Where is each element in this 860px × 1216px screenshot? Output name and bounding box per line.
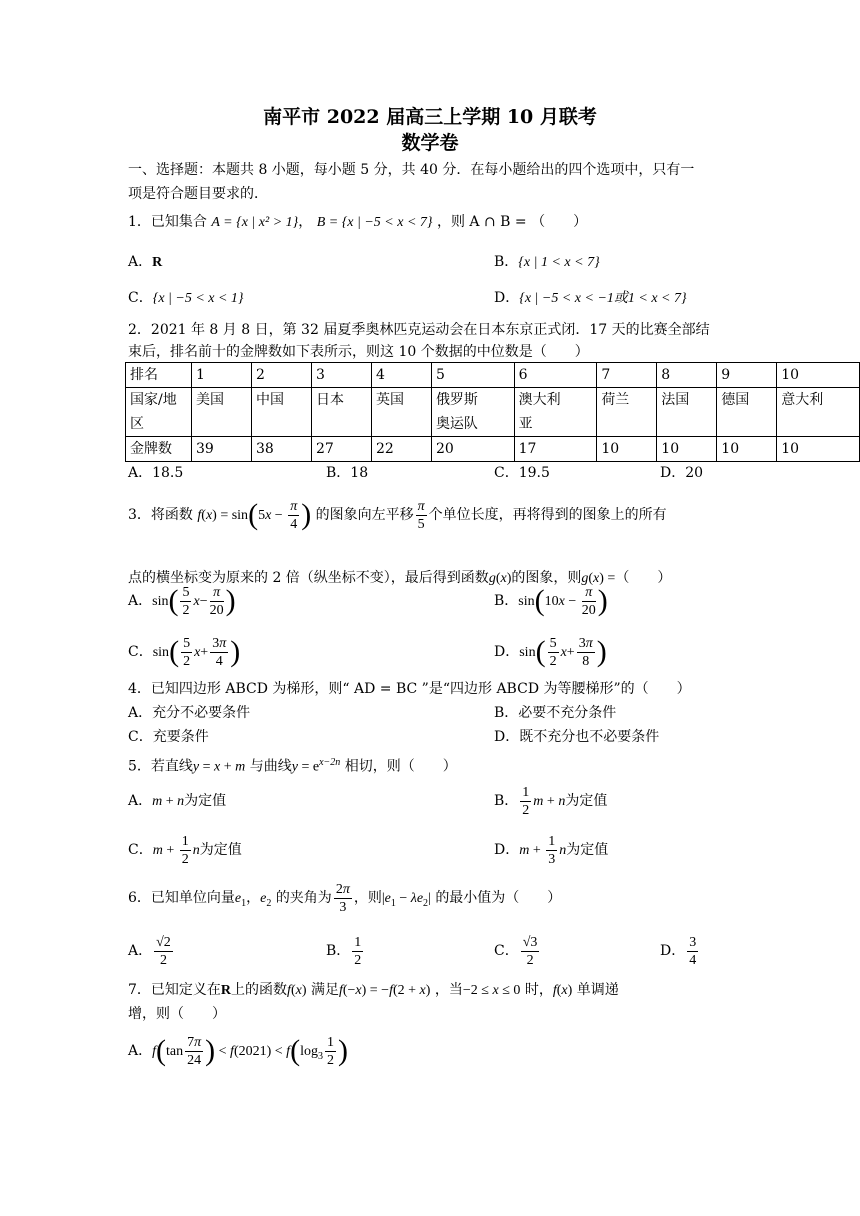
q6-option-d: D． $\frac{3}{4}$ [660,934,697,968]
q4-option-d: D．既不充分也不必要条件 [494,729,660,745]
q5-option-d: D．m + $\frac{1}{3}$ n为定值 [494,833,609,867]
q1-stem: 1．已知集合 A = {x | x² > 1}， B = {x | −5 < x < 7} ，则 A ∩ B = （ ） [128,214,588,230]
medal-table-cell: 10 [657,437,717,462]
q6-stem: 6．已知单位向量$e_1$，$e_2$ 的夹角为 $\frac{2\pi}{3}$ ，则$|e_1 - \lambda e_2|$ 的最小值为（ ） [128,881,562,915]
q7-stem-line2: 增，则（ ） [128,1006,226,1022]
medal-table-cell: 区 [126,412,192,437]
medal-table-cell: 4 [371,363,431,388]
medal-table-cell: 1 [192,363,252,388]
medal-table [125,362,860,462]
q3-stem-line1: 3．将函数 f(x) = sin(5x − $\frac{\pi}{4}$ ) 的图象向左平移 $\frac{\pi}{5}$ 个单位长度，再将得到的图象上的所有 [128,498,667,532]
exam-subtitle: 数学卷 [401,132,459,154]
medal-table-cell: 8 [657,363,717,388]
q2-option-b: B．18 [326,465,369,481]
q3-stem-line2: 点的横坐标变为原来的 2 倍（纵坐标不变），最后得到函数g(x)的图象，则g(x) =（ ） [128,570,672,586]
q1-ask: ，则 A ∩ B = （ ） [436,214,588,230]
medal-table-cell: 10 [597,437,657,462]
q1-option-a: A．R [128,254,163,270]
medal-table-cell: 20 [431,437,514,462]
medal-table-cell: 7 [597,363,657,388]
medal-table-cell: 澳大利 [514,388,597,413]
medal-table-country-row-cont [126,412,860,437]
q6-option-b: B． $\frac{1}{2}$ [326,934,362,968]
q1-prefix: 1．已知集合 [128,214,207,230]
medal-table-cell: 美国 [192,388,252,413]
q4-option-b: B．必要不充分条件 [494,705,617,721]
medal-table-country-row [126,388,860,413]
q5-stem: 5．若直线y = x + m 与曲线$y = e^{x-2n}$ 相切，则（ ） [128,757,457,775]
q4-option-a: A．充分不必要条件 [128,705,251,721]
medal-table-gold-row [126,437,860,462]
exam-title: 南平市 2022 届高三上学期 10 月联考 [263,106,597,128]
medal-table-cell: 俄罗斯 [431,388,514,413]
q2-option-a: A．18.5 [128,465,184,481]
q5-option-b: B． $\frac{1}{2}$ m + n为定值 [494,784,608,818]
medal-table-cell: 法国 [657,388,717,413]
medal-table-rank-row [126,363,860,388]
medal-table-cell: 27 [311,437,371,462]
medal-table-cell: 金牌数 [126,437,192,462]
q3-option-d: D．sin( $\frac{5}{2}$ x+ $\frac{3\pi}{8}$ ) [494,635,607,669]
medal-table-cell: 国家/地 [126,388,192,413]
medal-table-cell: 38 [251,437,311,462]
q2-option-d: D．20 [660,465,704,481]
medal-table-cell [597,412,657,437]
medal-table-cell [371,412,431,437]
q2-option-c: C．19.5 [494,465,550,481]
q5-option-c: C．m + $\frac{1}{2}$ n为定值 [128,833,242,867]
medal-table-cell: 中国 [251,388,311,413]
medal-table-cell: 39 [192,437,252,462]
medal-table-cell: 亚 [514,412,597,437]
medal-table-cell: 荷兰 [597,388,657,413]
medal-table-cell [657,412,717,437]
medal-table-cell: 英国 [371,388,431,413]
q5-option-a: A．m + n为定值 [128,793,227,809]
medal-table-cell: 奥运队 [431,412,514,437]
medal-table-cell: 德国 [717,388,777,413]
medal-table-cell [192,412,252,437]
q1-option-b: B．{x | 1 < x < 7} [494,254,600,270]
medal-table-cell: 10 [777,437,860,462]
medal-table-cell: 日本 [311,388,371,413]
q6-option-c: C． $\frac{√3}{2}$ [494,934,538,968]
medal-table-cell: 2 [251,363,311,388]
medal-table-cell: 9 [717,363,777,388]
q4-stem: 4．已知四边形 ABCD 为梯形，则“ AD = BC ”是“四边形 ABCD 为等腰梯形”的（ ） [128,681,691,697]
q1-set-b: B = {x | −5 < x < 7} [316,215,433,230]
q2-stem-line2: 束后，排名前十的金牌数如下表所示，则这 10 个数据的中位数是（ ） [128,344,589,360]
medal-table-cell: 排名 [126,363,192,388]
medal-table-cell [717,412,777,437]
medal-table-cell: 3 [311,363,371,388]
medal-table-cell: 5 [431,363,514,388]
medal-table-cell: 10 [777,363,860,388]
q3-option-c: C．sin( $\frac{5}{2}$ x+ $\frac{3\pi}{4}$ ) [128,635,241,669]
q4-option-c: C．充要条件 [128,729,209,745]
medal-table-cell [311,412,371,437]
section-instructions-line2: 项是符合题目要求的． [128,186,268,202]
q7-option-a: A．f(tan $\frac{7\pi}{24}$ ) < $f(2021) < f(\log_3$ $\frac{1}{2}$ ) [128,1034,348,1068]
medal-table-cell: 意大利 [777,388,860,413]
q1-set-a: A = {x | x² > 1} [211,215,299,230]
medal-table-cell [777,412,860,437]
medal-table-cell: 6 [514,363,597,388]
medal-table-cell [251,412,311,437]
medal-table-cell: 10 [717,437,777,462]
medal-table-cell: 22 [371,437,431,462]
q1-option-c: C．{x | −5 < x < 1} [128,290,244,306]
medal-table-cell: 17 [514,437,597,462]
q2-stem-line1: 2．2021 年 8 月 8 日，第 32 届夏季奥林匹克运动会在日本东京正式闭．17 天的比赛全部结 [128,322,710,338]
q7-stem-line1: 7．已知定义在R上的函数f(x) 满足f(−x) = −f(2 + x) ，当−2 ≤ x ≤ 0 时，f(x) 单调递 [128,982,619,998]
q6-option-a: A． $\frac{√2}{2}$ [128,934,171,968]
q3-option-b: B．sin(10x − $\frac{\pi}{20}$ ) [494,584,608,618]
section-instructions-line1: 一、选择题：本题共 8 小题，每小题 5 分，共 40 分．在每小题给出的四个选项中，只有一 [128,162,695,178]
q3-option-a: A．sin( $\frac{5}{2}$ x− $\frac{\pi}{20}$ ) [128,584,236,618]
q1-option-d: D．{x | −5 < x < −1或1 < x < 7} [494,290,687,306]
